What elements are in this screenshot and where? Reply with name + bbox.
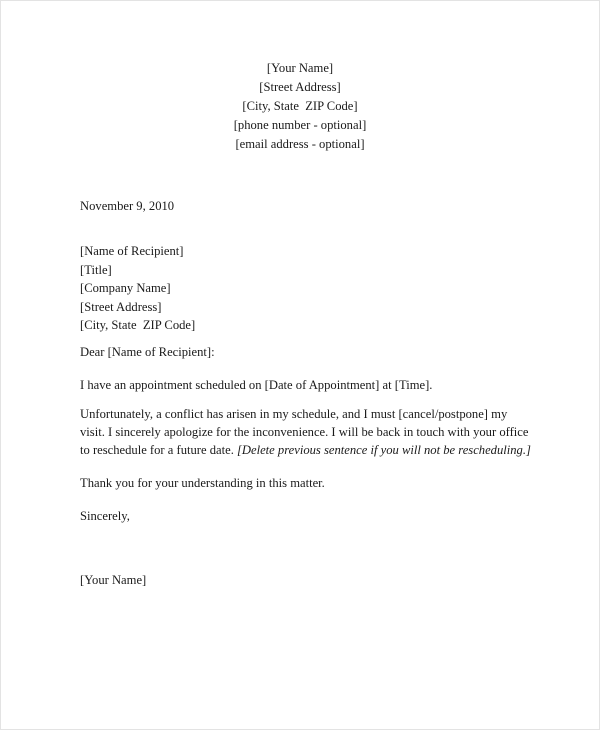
recipient-city-state-zip: [City, State ZIP Code] [80,318,196,332]
paragraph-body-line-3 [80,441,531,459]
recipient-name: [Name of Recipient] [80,244,184,258]
paragraph-body [80,405,531,459]
recipient-title: [Title] [80,262,112,277]
paragraph-appointment: I have an appointment scheduled on [Date of Appointment] at [Time]. [80,378,433,392]
sender-street: [Street Address] [259,80,341,94]
recipient-company: [Company Name] [80,281,171,295]
salutation: Dear [Name of Recipient]: [80,345,215,359]
closing-line: Sincerely, [80,509,130,523]
sender-address-block [1,59,599,154]
recipient-address-block [80,242,195,335]
sender-phone: [phone number - optional] [233,118,367,132]
editing-instruction-italic: [Delete previous sentence if you will not be rescheduling.] [237,443,531,457]
sender-name: [Your Name] [266,61,334,75]
letter-sheet [1,1,599,729]
letter-date: November 9, 2010 [80,199,175,213]
paragraph-body-line-2: visit. I sincerely apologize for the inconvenience. I will be back in touch with your office [80,425,529,439]
sender-city-state-zip: [City, State ZIP Code] [242,99,358,113]
paragraph-body-line-3-text: to reschedule for a future date. [80,443,237,457]
paragraph-thanks: Thank you for your understanding in this matter. [80,476,325,490]
sender-email: [email address - optional] [235,137,365,151]
signature-name: [Your Name] [80,573,147,587]
paragraph-body-line-1: Unfortunately, a conflict has arisen in my schedule, and I must [cancel/postpone] my [80,407,508,421]
recipient-street: [Street Address] [80,299,162,314]
